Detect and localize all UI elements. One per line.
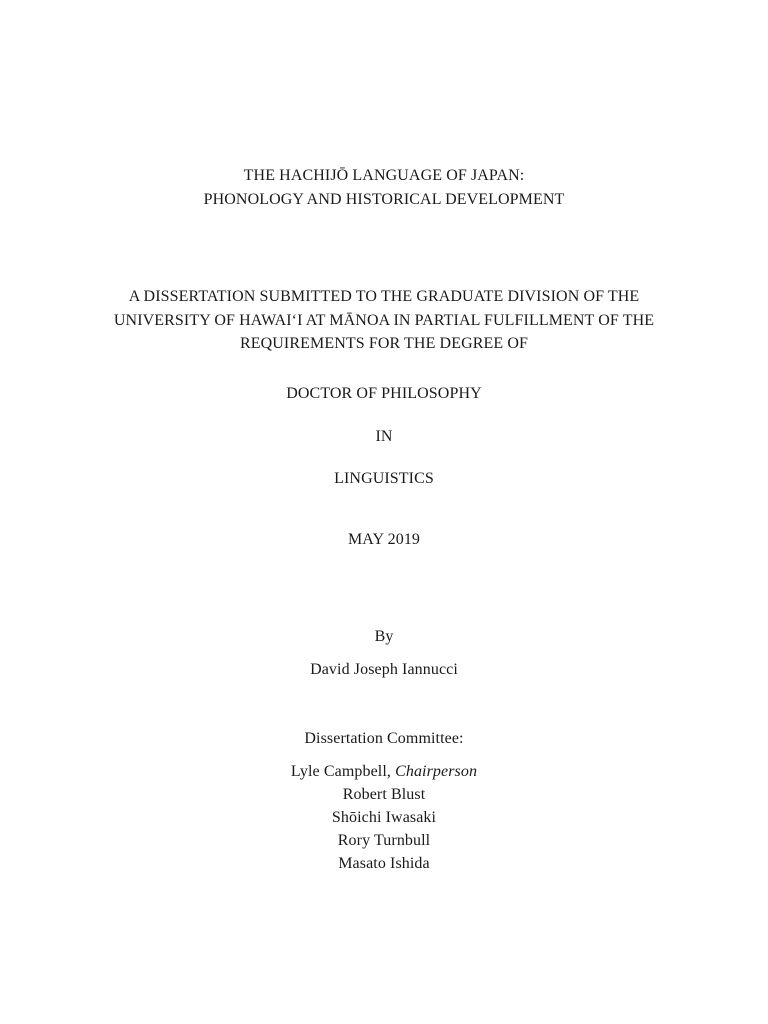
author-name: David Joseph Iannucci (310, 661, 458, 678)
committee-member: Robert Blust (342, 786, 426, 803)
submission-line-2: UNIVERSITY OF HAWAI‘I AT MĀNOA IN PARTIAL FULFILLMENT OF THE (113, 312, 655, 329)
submission-line-1: A DISSERTATION SUBMITTED TO THE GRADUATE DIVISION OF THE (128, 288, 640, 305)
committee-member: Rory Turnbull (337, 832, 431, 849)
submission-line-3: REQUIREMENTS FOR THE DEGREE OF (239, 335, 529, 352)
committee-member: Masato Ishida (338, 855, 430, 872)
title-line-2: PHONOLOGY AND HISTORICAL DEVELOPMENT (203, 191, 565, 208)
committee-chair (0, 761, 768, 783)
degree: DOCTOR OF PHILOSOPHY (286, 385, 482, 402)
chair-name: Lyle Campbell, (290, 763, 396, 780)
field: LINGUISTICS (334, 470, 434, 487)
date: MAY 2019 (347, 531, 421, 548)
in-word: IN (375, 428, 393, 445)
title-line-1: THE HACHIJŌ LANGUAGE OF JAPAN: (243, 167, 525, 184)
chair-role: Chairperson (395, 763, 478, 780)
by-word: By (374, 628, 394, 645)
committee-heading: Dissertation Committee: (304, 730, 464, 747)
committee-member: Shōichi Iwasaki (331, 809, 437, 826)
